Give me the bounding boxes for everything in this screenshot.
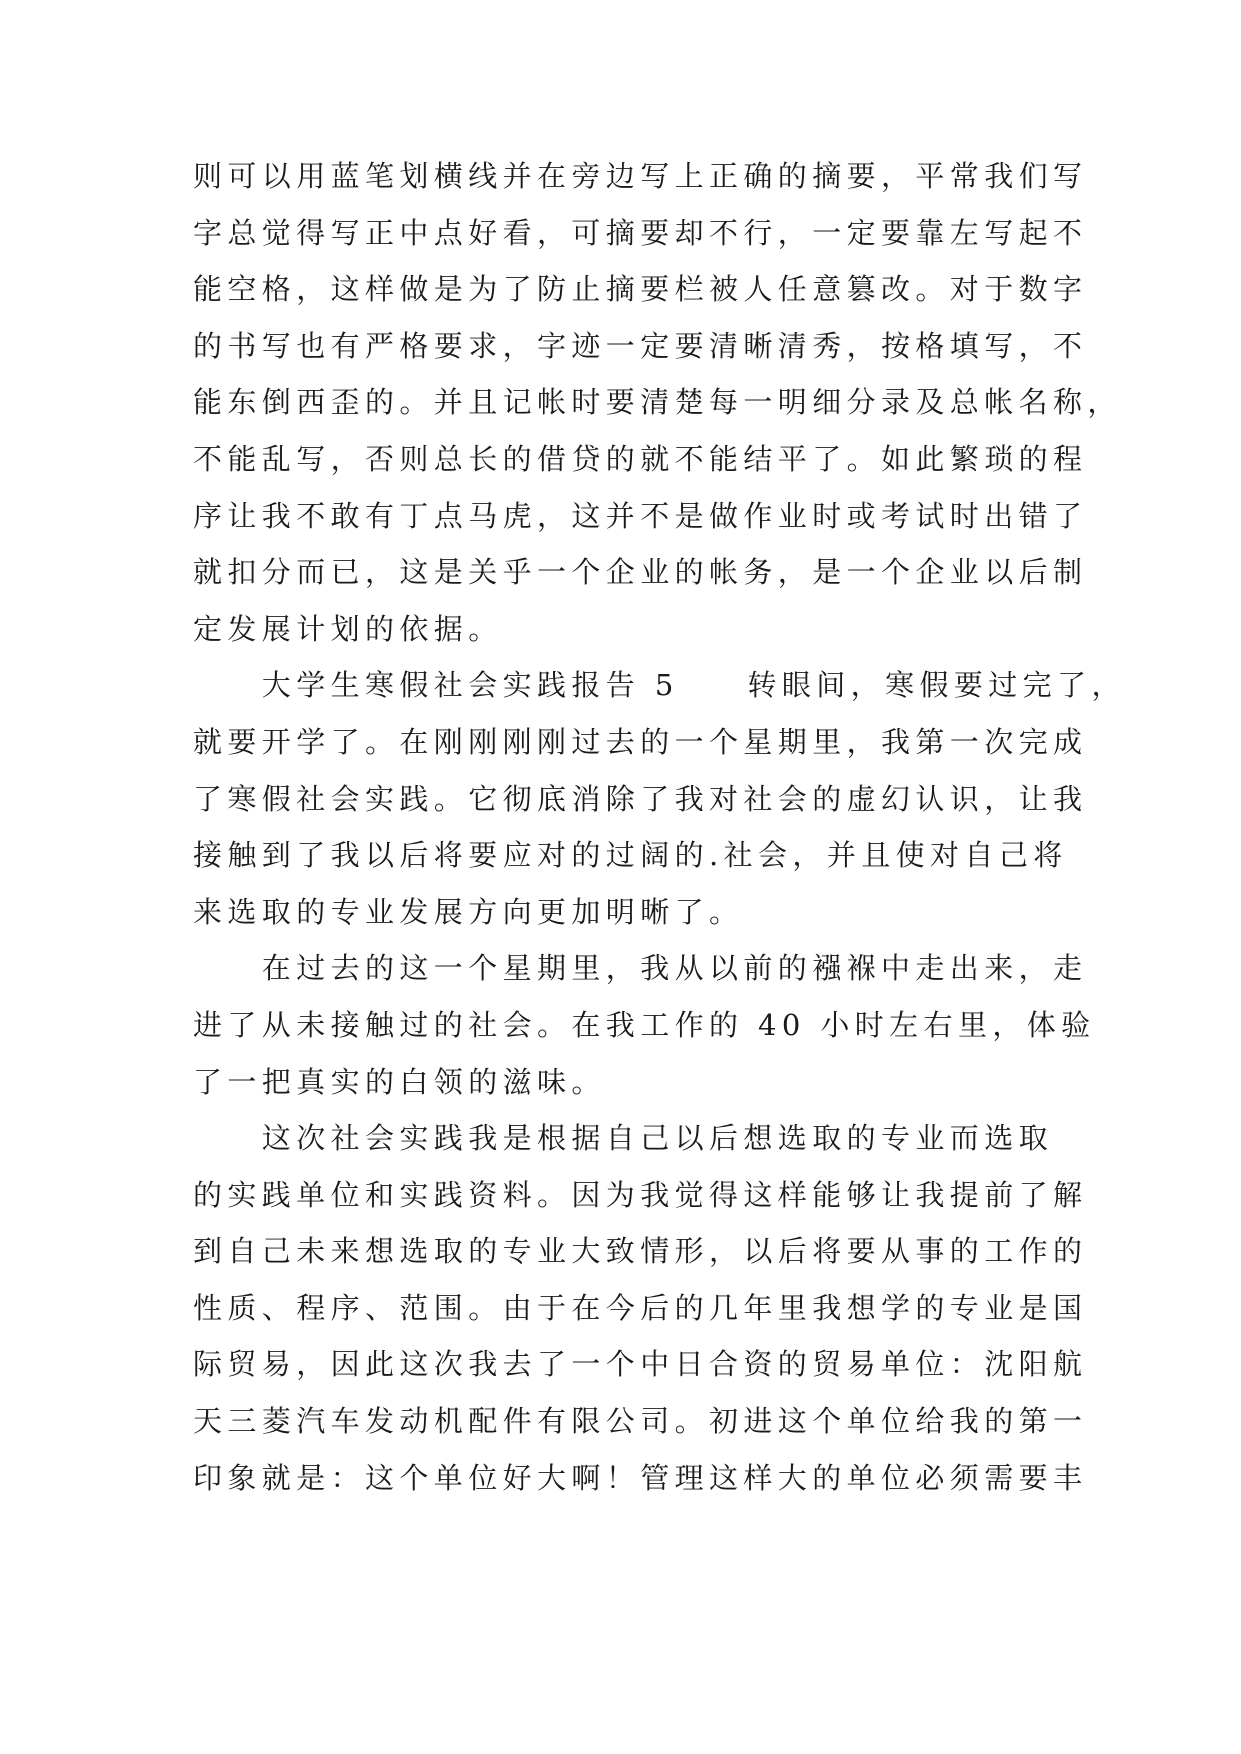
text-line: 天三菱汽车发动机配件有限公司。初进这个单位给我的第一 — [193, 1404, 1088, 1439]
text-line: 大学生寒假社会实践报告 5 转眼间，寒假要过完了， — [193, 668, 1126, 703]
text-line: 序让我不敢有丁点马虎，这并不是做作业时或考试时出错了 — [193, 498, 1088, 533]
text-line: 就扣分而已，这是关乎一个企业的帐务，是一个企业以后制 — [193, 555, 1088, 590]
body-text — [193, 158, 1126, 1516]
text-line: 不能乱写，否则总长的借贷的就不能结平了。如此繁琐的程 — [193, 441, 1088, 476]
text-line: 了寒假社会实践。它彻底消除了我对社会的虚幻认识，让我 — [193, 781, 1088, 816]
text-line: 到自己未来想选取的专业大致情形，以后将要从事的工作的 — [193, 1234, 1088, 1269]
text-line: 来选取的专业发展方向更加明晰了。 — [193, 894, 744, 929]
text-line: 印象就是：这个单位好大啊！管理这样大的单位必须需要丰 — [193, 1460, 1088, 1495]
text-line: 的实践单位和实践资料。因为我觉得这样能够让我提前了解 — [193, 1177, 1088, 1212]
text-line: 能空格，这样做是为了防止摘要栏被人任意篡改。对于数字 — [193, 272, 1088, 307]
text-line: 则可以用蓝笔划横线并在旁边写上正确的摘要，平常我们写 — [193, 159, 1088, 193]
text-line: 就要开学了。在刚刚刚刚过去的一个星期里，我第一次完成 — [193, 724, 1088, 759]
text-line: 进了从未接触过的社会。在我工作的 40 小时左右里，体验 — [193, 1007, 1096, 1042]
text-line: 际贸易，因此这次我去了一个中日合资的贸易单位：沈阳航 — [193, 1347, 1088, 1382]
text-line: 在过去的这一个星期里，我从以前的襁褓中走出来，走 — [193, 951, 1088, 986]
text-line: 字总觉得写正中点好看，可摘要却不行，一定要靠左写起不 — [193, 215, 1088, 250]
text-line: 性质、程序、范围。由于在今后的几年里我想学的专业是国 — [193, 1290, 1088, 1325]
text-line: 的书写也有严格要求，字迹一定要清晰清秀，按格填写，不 — [193, 328, 1088, 363]
text-line: 这次社会实践我是根据自己以后想选取的专业而选取 — [193, 1121, 1054, 1156]
text-line: 定发展计划的依据。 — [193, 611, 503, 646]
text-line: 能东倒西歪的。并且记帐时要清楚每一明细分录及总帐名称， — [193, 385, 1122, 420]
text-line: 接触到了我以后将要应对的过阔的.社会，并且使对自己将 — [193, 838, 1068, 873]
text-line: 了一把真实的白领的滋味。 — [193, 1064, 606, 1099]
